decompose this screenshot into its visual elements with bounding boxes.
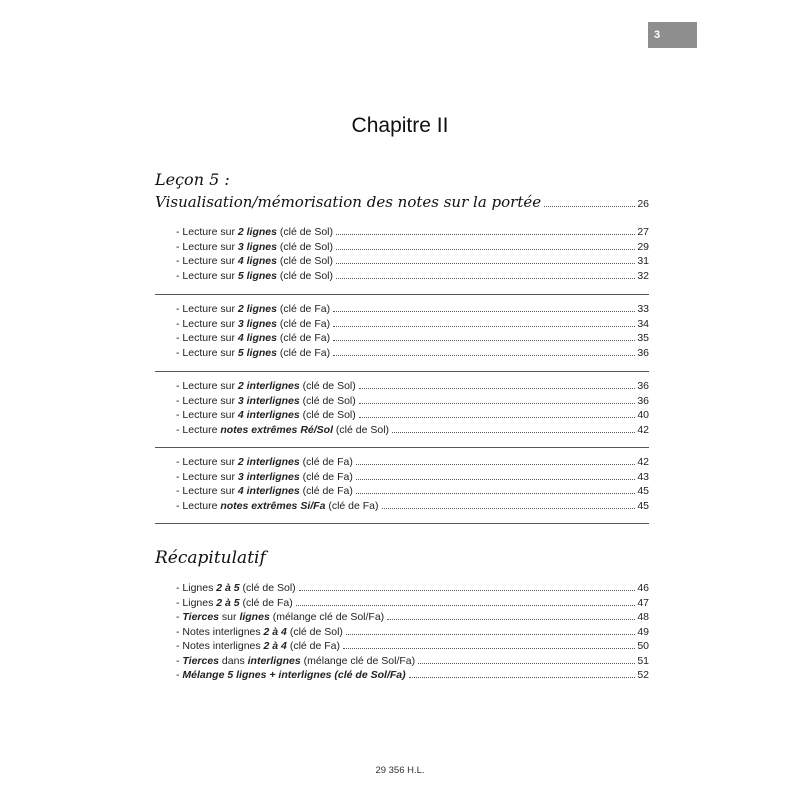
toc-entry[interactable] <box>176 582 649 597</box>
toc-entry-prefix: - Lecture sur <box>176 332 238 344</box>
toc-entry-label <box>176 456 353 468</box>
dot-leader <box>544 205 635 207</box>
toc-entry[interactable] <box>176 456 649 471</box>
toc-group-lignes-fa <box>176 303 649 361</box>
toc-entry[interactable] <box>176 318 649 333</box>
toc-entry-emphasis: interlignes <box>247 654 301 667</box>
toc-entry-label <box>176 655 415 667</box>
toc-entry-text: (clé de Fa) <box>286 640 341 652</box>
toc-entry[interactable] <box>176 424 649 439</box>
toc-entry-page: 51 <box>637 654 649 667</box>
toc-group-recap <box>176 582 649 684</box>
toc-entry[interactable] <box>176 303 649 318</box>
toc-entry-page: 42 <box>637 456 649 468</box>
divider <box>155 294 649 295</box>
divider <box>155 371 649 372</box>
toc-entry-page: 42 <box>637 423 649 436</box>
toc-entry-page: 35 <box>637 332 649 344</box>
toc-entry[interactable] <box>176 226 649 241</box>
toc-entry-text: - Lignes <box>176 596 217 609</box>
toc-entry-suffix: (clé de Sol) <box>299 380 356 392</box>
toc-entry-prefix: - Lecture sur <box>176 470 238 483</box>
toc-entry-label <box>176 241 333 253</box>
dot-leader <box>356 478 635 480</box>
toc-entry[interactable] <box>176 626 649 641</box>
toc-entry-label <box>176 270 333 282</box>
toc-entry-page: 36 <box>637 394 649 407</box>
toc-entry-page: 45 <box>637 485 649 497</box>
toc-entry-suffix: (clé de Fa) <box>276 346 331 359</box>
toc-entry[interactable] <box>176 500 649 515</box>
toc-entry-prefix: - Lecture sur <box>176 226 238 238</box>
toc-entry-emphasis: 2 lignes <box>237 226 277 238</box>
dot-leader <box>346 633 635 635</box>
toc-entry-emphasis: lignes <box>239 611 270 623</box>
toc-entry[interactable] <box>176 640 649 655</box>
dot-leader <box>409 676 636 678</box>
toc-entry-text: (clé de Sol) <box>239 582 296 594</box>
toc-entry-suffix: (clé de Fa) <box>276 332 331 344</box>
toc-group-interlignes-fa <box>176 456 649 514</box>
toc-entry-label <box>176 226 333 238</box>
toc-entry-emphasis: 5 lignes <box>237 269 277 282</box>
toc-entry-page: 29 <box>637 240 649 253</box>
toc-entry-label <box>176 424 389 436</box>
dot-leader <box>359 416 636 418</box>
toc-entry-text: (mélange clé de Sol/Fa) <box>269 611 385 623</box>
toc-entry-suffix: (clé de Fa) <box>299 485 353 497</box>
toc-entry[interactable] <box>176 255 649 270</box>
toc-entry-label <box>176 597 293 609</box>
toc-entry-emphasis: Tierces <box>182 611 220 623</box>
dot-leader <box>418 662 635 664</box>
toc-entry[interactable] <box>176 409 649 424</box>
dot-leader <box>356 492 635 494</box>
toc-entry-text: - Notes interlignes <box>176 640 264 652</box>
toc-entry-prefix: - Lecture sur <box>176 269 238 282</box>
toc-entry-emphasis: notes extrêmes Ré/Sol <box>220 423 333 436</box>
toc-entry-suffix: (clé de Fa) <box>276 317 331 330</box>
toc-entry-page: 36 <box>637 346 649 359</box>
dot-leader <box>343 647 635 649</box>
toc-entry[interactable] <box>176 347 649 362</box>
dot-leader <box>333 310 635 312</box>
dot-leader <box>333 339 635 341</box>
toc-entry-page: 48 <box>637 611 649 623</box>
footer-reference: 29 356 H.L. <box>375 765 425 776</box>
toc-entry-label <box>176 255 333 267</box>
toc-entry-emphasis: 4 interlignes <box>237 409 300 421</box>
toc-entry-prefix: - Lecture <box>176 423 221 436</box>
dot-leader <box>333 354 635 356</box>
divider <box>155 447 649 448</box>
dot-leader <box>382 507 636 509</box>
toc-entry-emphasis: 2 lignes <box>237 303 277 315</box>
toc-entry-label <box>176 471 353 483</box>
dot-leader <box>333 325 635 327</box>
toc-entry-emphasis: 3 lignes <box>237 317 277 330</box>
toc-entry-emphasis: 3 interlignes <box>237 394 300 407</box>
toc-entry-prefix: - Lecture sur <box>176 409 238 421</box>
toc-entry-emphasis: 5 lignes <box>237 346 277 359</box>
toc-entry-label <box>176 395 356 407</box>
toc-entry-suffix: (clé de Sol) <box>276 226 333 238</box>
toc-entry-emphasis: 2 à 4 <box>263 640 287 652</box>
toc-entry-suffix: (clé de Sol) <box>276 240 333 253</box>
page-number: 3 <box>654 29 661 41</box>
toc-entry-emphasis: 2 interlignes <box>237 456 300 468</box>
divider <box>155 523 649 524</box>
toc-entry-label <box>176 640 340 652</box>
toc-entry-emphasis: 3 interlignes <box>237 470 300 483</box>
toc-entry[interactable] <box>176 241 649 256</box>
toc-entry-page: 40 <box>637 409 649 421</box>
toc-entry-emphasis: 2 interlignes <box>237 380 300 392</box>
toc-entry-label <box>176 485 353 497</box>
dot-leader <box>336 277 635 279</box>
toc-entry[interactable] <box>176 471 649 486</box>
toc-entry-page: 46 <box>637 582 649 594</box>
toc-group-lignes-sol <box>176 226 649 284</box>
toc-main-entry[interactable] <box>155 193 649 215</box>
dot-leader <box>299 589 636 591</box>
toc-entry-label <box>176 318 330 330</box>
toc-entry[interactable] <box>176 611 649 626</box>
toc-entry-emphasis: Mélange 5 lignes + interlignes (clé de Sol/Fa) <box>182 669 406 681</box>
dot-leader <box>359 387 636 389</box>
toc-entry-label <box>176 332 330 344</box>
toc-entry[interactable] <box>176 655 649 670</box>
dot-leader <box>356 463 635 465</box>
toc-entry-text: - Notes interlignes <box>176 625 264 638</box>
toc-entry-label <box>176 500 379 512</box>
lecon-heading: Leçon 5 : <box>155 170 230 189</box>
toc-entry-suffix: (clé de Sol) <box>276 255 333 267</box>
toc-entry-label <box>176 669 406 681</box>
toc-entry-text: - Lignes <box>176 582 217 594</box>
toc-entry-page: 50 <box>637 640 649 652</box>
toc-entry-emphasis: 4 lignes <box>237 255 277 267</box>
toc-entry-emphasis: 2 à 4 <box>263 625 287 638</box>
toc-entry-suffix: (clé de Sol) <box>299 394 356 407</box>
toc-entry-suffix: (clé de Fa) <box>299 470 353 483</box>
toc-entry-page: 47 <box>637 596 649 609</box>
toc-group-interlignes-sol <box>176 380 649 438</box>
toc-entry[interactable] <box>176 380 649 395</box>
toc-entry-page: 43 <box>637 470 649 483</box>
toc-entry-emphasis: 4 lignes <box>237 332 277 344</box>
toc-entry-label <box>176 409 356 421</box>
toc-entry-label <box>176 380 356 392</box>
toc-entry-emphasis: 2 à 5 <box>216 582 240 594</box>
dot-leader <box>359 402 636 404</box>
dot-leader <box>336 233 635 235</box>
toc-entry-prefix: - Lecture sur <box>176 394 238 407</box>
toc-entry-label <box>176 303 330 315</box>
toc-entry-prefix: - Lecture sur <box>176 380 238 392</box>
toc-entry[interactable] <box>176 485 649 500</box>
toc-entry-page: 33 <box>637 303 649 315</box>
toc-entry-emphasis: notes extrêmes Si/Fa <box>220 499 326 512</box>
toc-entry-suffix: (clé de Sol) <box>333 423 390 436</box>
dot-leader <box>336 248 635 250</box>
dot-leader <box>336 262 635 264</box>
dot-leader <box>387 618 635 620</box>
toc-entry-suffix: (clé de Fa) <box>325 499 379 512</box>
toc-entry-suffix: (clé de Sol) <box>299 409 356 421</box>
toc-entry-emphasis: 2 à 5 <box>216 596 240 609</box>
toc-main-entry-label: Visualisation/mémorisation des notes sur la portée <box>155 193 542 211</box>
toc-entry-text: - <box>176 669 183 681</box>
recap-heading: Récapitulatif <box>155 548 266 568</box>
toc-entry-text: sur <box>219 611 240 623</box>
toc-entry-page: 34 <box>637 317 649 330</box>
toc-entry-label <box>176 347 330 359</box>
chapter-title: Chapitre II <box>351 114 449 137</box>
toc-entry-suffix: (clé de Sol) <box>276 269 333 282</box>
toc-entry-text: - <box>176 654 183 667</box>
toc-entry-suffix: (clé de Fa) <box>276 303 331 315</box>
toc-entry[interactable] <box>176 669 649 684</box>
toc-entry-prefix: - Lecture <box>176 499 221 512</box>
toc-entry-label <box>176 582 296 594</box>
dot-leader <box>392 431 635 433</box>
toc-entry[interactable] <box>176 597 649 612</box>
toc-entry[interactable] <box>176 270 649 285</box>
toc-entry-label <box>176 611 384 623</box>
toc-entry-emphasis: 4 interlignes <box>237 485 300 497</box>
toc-entry-prefix: - Lecture sur <box>176 303 238 315</box>
toc-entry-page: 49 <box>637 625 649 638</box>
toc-entry-page: 27 <box>637 226 649 238</box>
toc-entry-page: 52 <box>637 669 649 681</box>
toc-entry-prefix: - Lecture sur <box>176 346 238 359</box>
toc-entry-label <box>176 626 343 638</box>
toc-main-entry-page: 26 <box>637 198 649 210</box>
toc-entry-page: 45 <box>637 499 649 512</box>
toc-entry-page: 32 <box>637 269 649 282</box>
toc-entry-prefix: - Lecture sur <box>176 255 238 267</box>
toc-entry[interactable] <box>176 332 649 347</box>
toc-entry-prefix: - Lecture sur <box>176 317 238 330</box>
toc-entry-page: 36 <box>637 380 649 392</box>
toc-entry-emphasis: Tierces <box>182 654 220 667</box>
toc-entry-text: (mélange clé de Sol/Fa) <box>300 654 416 667</box>
page-number-tab <box>648 22 697 48</box>
toc-entry-prefix: - Lecture sur <box>176 485 238 497</box>
toc-entry[interactable] <box>176 395 649 410</box>
toc-entry-suffix: (clé de Fa) <box>299 456 353 468</box>
toc-entry-text: (clé de Sol) <box>286 625 343 638</box>
toc-entry-prefix: - Lecture sur <box>176 456 238 468</box>
toc-entry-text: dans <box>219 654 248 667</box>
toc-entry-text: - <box>176 611 183 623</box>
dot-leader <box>296 604 636 606</box>
toc-entry-prefix: - Lecture sur <box>176 240 238 253</box>
toc-entry-emphasis: 3 lignes <box>237 240 277 253</box>
toc-entry-text: (clé de Fa) <box>239 596 293 609</box>
toc-entry-page: 31 <box>637 255 649 267</box>
